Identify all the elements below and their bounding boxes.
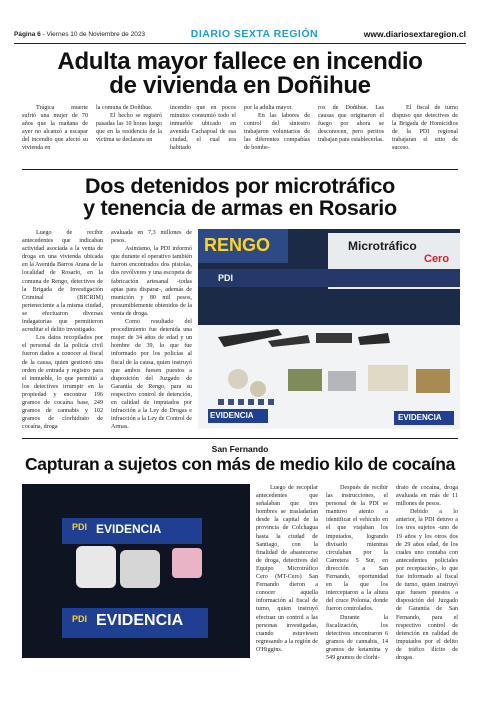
story3-col-1: Luego de recopilar antecedentes que señalaban que tres hombres se trasladarían desde la capital de la provincia de Colchagua hasta la ciudad de Santiago, con la finalidad de abastecerse de droga, detectives del Equipo Microtráfico Cero (MT-Cero) San Fernando dieron a conocer aquella información al fiscal de turno, quien instruyó efectuar un control a las personas investigadas, cuando estuviesen regresando a la región de O'Higgins. — [256, 485, 318, 653]
cero-tag: Cero — [424, 253, 450, 265]
story2-col-1: Luego de recibir antecedentes que indicaban actividad asociada a la venta de droga en una vivienda ubicada en la Avenida Barros Arana de la localidad de Rosario, en la comuna de Rengo, detectives de la Brigada de Investigación Criminal (BICRIM) perteneciente a la misma ciudad, se efectuaron diversas indagatorias que permitieron acreditar el delito investigado. Los datos recopilados por el personal de la policía civil fueron dados a conocer al fiscal de la causa, quien gestionó una orden de entrada y registro para el inmueble, lo que permitió a los detectives irrumpir en la propiedad y encontrar 196 gramos de cocaína base, 249 gramos de cannabis y 102 gramos de clorhidrato de cocaína, droga — [22, 230, 103, 429]
story2-rule — [22, 438, 458, 439]
rengo-banner: RENGO — [204, 235, 271, 255]
story1-col-1: Trágica muerte sufrió una mujer de 70 años que la mañana de ayer no alcanzó a escapar del incendio que afectó su vivienda en — [22, 105, 88, 152]
pdi-logo-small: PDI — [72, 522, 88, 532]
story1-col-3: incendio que en pocos minutos consumió todo el inmueble ubicado en avenida Cachapoal de esa ciudad, el cual era habitado — [170, 105, 236, 152]
story2-headline — [14, 176, 466, 219]
story2-headline-line1: Dos detenidos por microtráfico — [85, 174, 395, 198]
story3-headline: Capturan a sujetos con más de medio kilo de cocaína — [24, 454, 456, 474]
story1-body — [22, 104, 458, 166]
story2-col-2: avaluada en 7,3 millones de pesos. Asimismo, la PDI informó que durante el operativo también fueron encontrados dos pistolas, dos revólveres y una escopeta de fabricación artesanal -todas aptas para disparar-, además de munición y 80 mil pesos, presumiblemente obtenidos de la venta de droga. Como resultado del procedimiento fue detenida una mujer de 34 años de edad y un hombre de 39, lo que fue informado por los policías al fiscal de la causa, quien instruyó que ambos fuesen puestos a disposición del Juzgado de Garantía de Rengo, para su respectivo control de detención, en calidad de imputados por infracción a la Ley de Drogas e infracción a la Ley de Control de Armas. — [111, 230, 192, 429]
website-link[interactable]: www.diariosextaregion.cl — [363, 29, 466, 39]
story1-col-5: ros de Doñihue. Las causas que originaron el fuego por ahora se desconocen, pero peritos trabajan para establecerlas. — [318, 105, 384, 144]
story1-headline — [14, 50, 466, 98]
story2-headline-line2: y tenencia de armas en Rosario — [83, 195, 397, 220]
story3-kicker: San Fernando — [211, 444, 269, 454]
story1-rule — [22, 169, 458, 170]
header-rule — [14, 43, 466, 44]
evidence-illustration — [22, 484, 250, 658]
evidence-label-top: EVIDENCIA — [96, 522, 162, 536]
pdi-logo: PDI — [218, 273, 234, 283]
evidence-label-bottom: EVIDENCIA — [96, 612, 184, 629]
story3-col-3: drato de cocaína, droga avaluada en más de 11 millones de pesos. Debido a lo anterior, la PDI detuvo a los tres sujetos -uno de 19 años y los otros dos de 29 años edad, de los cuales uno contaba con antecedentes policiales por receptación-, lo que fue informado al fiscal de turno, quien instruyó que fuesen puestos a disposición del Juzgado de Garantía de San Fernando, para el respectivo control de detención en calidad de imputados por el delito de tráfico ilícito de drogas. — [396, 485, 458, 661]
story2-body — [22, 229, 192, 429]
newspaper-brand: DIARIO SEXTA REGIÓN — [190, 28, 319, 40]
microtrafico-banner: Microtráfico — [348, 239, 417, 253]
story3-body — [256, 484, 458, 680]
page-date-line — [14, 31, 145, 38]
page-number: Página 6 — [14, 30, 41, 38]
story2-photo — [198, 229, 460, 429]
story3-col-2: Después de recibir las instrucciones, el personal de la PDI se mantuvo atento a identificar el vehículo en el que viajaban los imputados, lograndо divisarlo mientras circulaban por la Carretera 5 Sur, en dirección a San Fernando, oportunidad en la que los interceptaron a la altura del cruce Polonia, donde fueron controlados. Durante la fiscalización, los detectives encontraron 6 gramos de cannabis, 14 gramos de ketamina y 549 gramos de clorhi- — [326, 485, 388, 661]
pdi-logo-bottom: PDI — [72, 614, 88, 624]
seized-items-illustration — [198, 229, 460, 429]
story1-col-4: por la adulta mayor. En las labores de control del siniestro trabajaron voluntarios de las diferentes compañías de bombe- — [244, 105, 310, 152]
story1-headline-line2: de vivienda en Doñihue — [109, 72, 371, 99]
story1-headline-line1: Adulta mayor fallece en incendio — [57, 48, 423, 75]
story1-col-2: la comuna de Doñihue. El hecho se registró pasadas las 10 horas luego que en la residencia de la víctima se declarara un — [96, 105, 162, 144]
evidence-label-left: EVIDENCIA — [210, 411, 254, 420]
story3-photo — [22, 484, 250, 658]
issue-date: - Viernes 10 de Noviembre de 2023 — [42, 30, 146, 38]
page-header — [14, 26, 466, 42]
story1-col-6: El fiscal de turno dispuso que detectives de la Brigada de Homicidios de la PDI regional trabajaran el sitio de suceso. — [392, 105, 458, 152]
evidence-label-right: EVIDENCIA — [398, 413, 442, 422]
